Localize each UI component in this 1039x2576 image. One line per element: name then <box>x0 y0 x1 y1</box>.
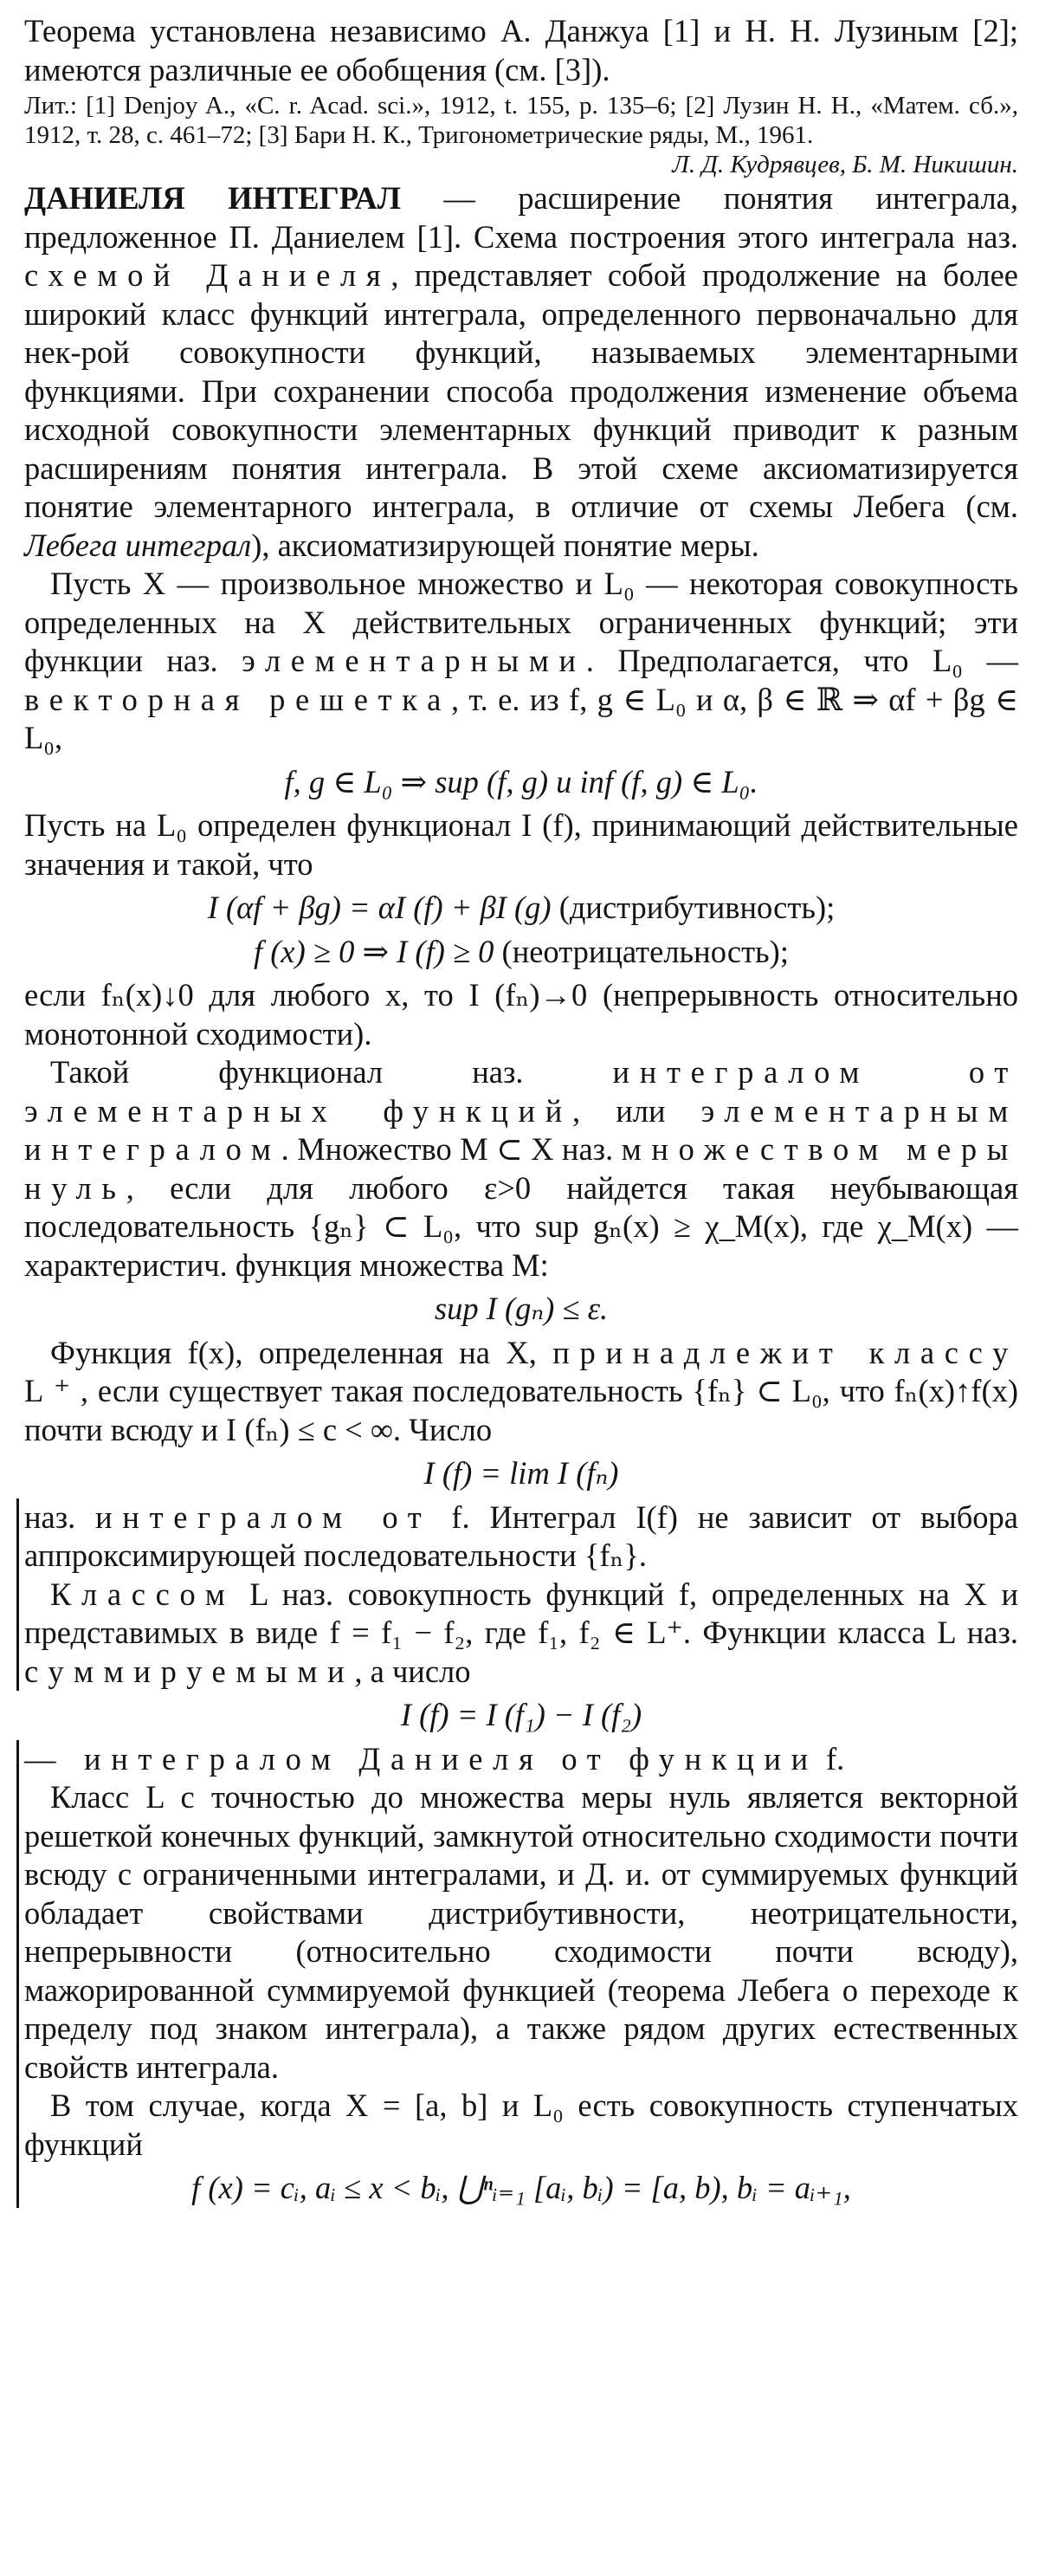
term-belongs-class: принадлежит классу L⁺ <box>24 1334 1018 1408</box>
formula-limit: I (f) = lim I (fₙ) <box>423 1455 619 1491</box>
marked-block <box>16 1498 1018 1692</box>
article-intro <box>24 179 1018 565</box>
p5-text-b: , или <box>571 1092 701 1129</box>
p5-text-c: . Множество M ⊂ X наз. <box>281 1131 622 1167</box>
formula-nonnegativity <box>24 933 1018 972</box>
formula-step-function: f (x) = cᵢ, aᵢ ≤ x < bᵢ, ⋃ⁿᵢ₌₁ [aᵢ, bᵢ) = [a, b), bᵢ = aᵢ₊₁, <box>191 2170 851 2205</box>
formula-distributivity <box>24 889 1018 928</box>
formula-sup-bound: sup I (gₙ) ≤ ε. <box>434 1291 609 1326</box>
term-class: Классом <box>50 1576 236 1612</box>
paragraph-properties: Класс L с точностью до множества меры нуль является векторной решеткой конечных функций, замкнутой относительно сходимости почти всюду с ограниченными интегралами, и Д. и. от суммируемых функций обладает свойствами дистрибутивности, неотрицательности, непрерывности (относительно сходимости почти всюду), мажорированной суммируемой функцией (теорема Лебега о переходе к пределу под знаком интеграла), а также рядом других естественных свойств интеграла. <box>24 1779 1018 2085</box>
paragraph-class-l-plus <box>24 1334 1018 1450</box>
p6-text-a: Функция f(x), определенная на X, <box>50 1334 553 1370</box>
term-scheme: схемой Даниеля <box>24 257 391 293</box>
formula-lattice: f, g ∈ L₀ ⇒ sup (f, g) и inf (f, g) ∈ L₀. <box>284 763 758 799</box>
previous-article-tail: Теорема установлена независимо А. Данжуа [1] и Н. Н. Лузиным [2]; имеются различные ее обобщения (см. [3]). <box>24 13 1018 87</box>
p2-text-a: Пусть X — произвольное множество и L₀ — некоторая совокупность определенных на X действительных ограниченных функций; эти функции наз. <box>24 566 1018 678</box>
eq3-formula: f (x) ≥ 0 ⇒ I (f) ≥ 0 <box>254 933 494 969</box>
p9-text-b: f. <box>817 1740 845 1777</box>
paragraph-continuity: если fₙ(x)↓0 для любого x, то I (fₙ)→0 (непрерывность относительно монотонной сходимости). <box>24 977 1018 1052</box>
intro-text: — расширение понятия интеграла, предложенное П. Даниелем [1]. Схема построения этого интеграла наз. <box>24 180 1019 255</box>
encyclopedia-page <box>24 12 1018 2213</box>
intro-end: ), аксиоматизирующей понятие меры. <box>251 527 759 563</box>
paragraph-null-set <box>24 1053 1018 1285</box>
p7-text-a: наз. <box>24 1498 96 1535</box>
previous-article-authors: Л. Д. Кудрявцев, Б. М. Никишин. <box>672 151 1018 178</box>
paragraph-daniell-definition <box>24 1740 1018 1779</box>
term-elementary-integral: элементарным интегралом <box>24 1092 1018 1167</box>
article-title: ДАНИЕЛЯ ИНТЕГРАЛ <box>24 180 401 216</box>
literature-text: Лит.: [1] Denjoy A., «C. r. Acad. sci.», 1912, t. 155, p. 135–6; [2] Лузин Н. Н., «Матем. сб.», 1912, т. 28, с. 461–72; [3] Бари Н. К., Тригонометрические ряды, М., 1961. <box>24 92 1018 149</box>
lebesgue-reference-link[interactable]: Лебега интеграл <box>24 527 252 563</box>
paragraph-elementary-functions <box>24 565 1018 758</box>
p7-text-b: f. Интеграл I(f) не зависит от выбора аппроксимирующей последовательности {fₙ}. <box>24 1498 1018 1573</box>
p2-text-b: . Предполагается, что L₀ — <box>585 643 1018 678</box>
formula-daniell-integral: I (f) = I (f₁) − I (f₂) <box>400 1697 642 1732</box>
paragraph-functional: Пусть на L₀ определен функционал I (f), принимающий действительные значения и такой, что <box>24 807 1018 882</box>
term-vector-lattice: векторная решетка <box>24 681 451 717</box>
eq3-note: (неотрицательность); <box>501 933 789 969</box>
term-summable: суммируемыми <box>24 1653 355 1689</box>
p2-text-c: , т. е. из f, g ∈ L₀ и α, β ∈ ℝ ⇒ αf + βg ∈ L₀, <box>24 681 1018 755</box>
term-integral-of: интегралом от <box>95 1498 432 1535</box>
eq2-formula: I (αf + βg) = αI (f) + βI (g) <box>207 890 552 925</box>
paragraph-integral-of <box>24 1498 1018 1576</box>
previous-article-literature <box>24 91 1018 179</box>
p8-text-b: , а число <box>354 1653 471 1689</box>
p8-text-a: L наз. совокупность функций f, определенных на X и представимых в виде f = f₁ − f₂, где f₁, f₂ ∈ L⁺. Функции класса L наз. <box>24 1576 1018 1650</box>
term-elementary: элементарными <box>242 643 586 678</box>
eq2-note: (дистрибутивность); <box>558 890 836 925</box>
term-null-set: множеством меры нуль <box>24 1131 1018 1206</box>
paragraph-class-l <box>24 1576 1018 1692</box>
paragraph-step-functions: В том случае, когда X = [a, b] и L₀ есть совокупность ступенчатых функций <box>24 2087 1018 2162</box>
intro-rest: , представляет собой продолжение на более широкий класс функций интеграла, определенного первоначально для нек-рой совокупности функций, называемых элементарными функциями. При сохранении способа продолжения изменение объема исходной совокупности элементарных функций приводит к разным расширениям понятия интеграла. В этой схеме аксиоматизируется понятие элементарного интеграла, в отличие от схемы Лебега (см. <box>24 257 1019 524</box>
term-integral-elementary: интегралом от элементарных функций <box>24 1054 1018 1129</box>
marked-block-2 <box>16 1740 1018 2208</box>
p6-text-b: , если существует такая последовательность {fₙ} ⊂ L₀, что fₙ(x)↑f(x) почти всюду и I (fₙ) ≤ c < ∞. Число <box>24 1373 1018 1447</box>
p5-text-d: , если для любого ε>0 найдется такая неубывающая последовательность {gₙ} ⊂ L₀, что sup gₙ(x) ≥ χ_M(x), где χ_M(x) — характеристич. функция множества M: <box>24 1169 1018 1283</box>
term-daniell-integral: — интегралом Даниеля от функции <box>24 1740 818 1777</box>
p5-text-a: Такой функционал наз. <box>50 1054 613 1090</box>
